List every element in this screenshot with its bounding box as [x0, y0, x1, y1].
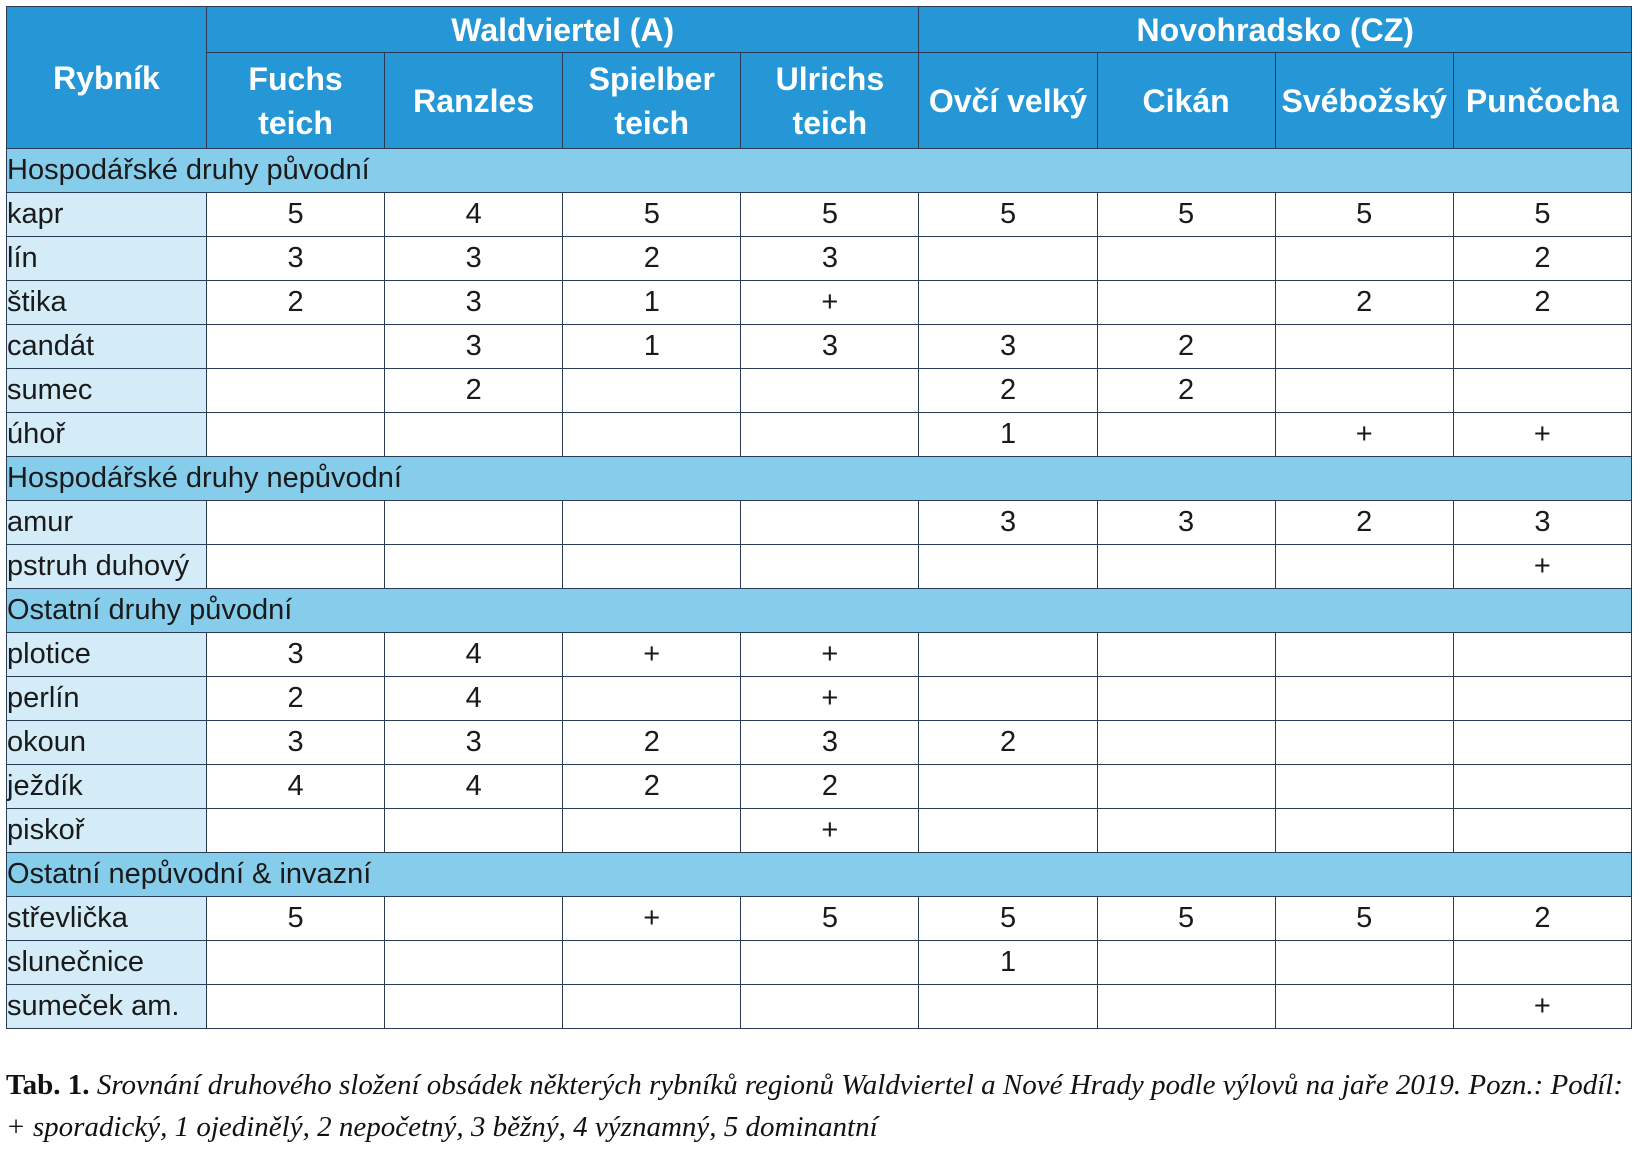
- species-table-container: [6, 6, 1632, 1029]
- abundance-cell: [385, 897, 563, 941]
- abundance-cell: +: [741, 809, 919, 853]
- header-group-row: [7, 7, 1632, 53]
- abundance-cell: 3: [1453, 501, 1631, 545]
- abundance-cell: +: [741, 633, 919, 677]
- abundance-cell: [1097, 545, 1275, 589]
- abundance-cell: 3: [385, 281, 563, 325]
- corner-header: Rybník: [7, 7, 207, 149]
- abundance-cell: 3: [385, 721, 563, 765]
- pond-column-header: [741, 53, 919, 149]
- table-row: [7, 501, 1632, 545]
- abundance-cell: 5: [741, 897, 919, 941]
- abundance-cell: [1097, 721, 1275, 765]
- section-row: [7, 853, 1632, 897]
- abundance-cell: [385, 941, 563, 985]
- section-title: Ostatní druhy původní: [7, 589, 1632, 633]
- abundance-cell: [1275, 809, 1453, 853]
- table-caption: [6, 1064, 1632, 1148]
- abundance-cell: 3: [206, 237, 384, 281]
- pond-name-line: teich: [614, 104, 690, 141]
- species-name: štika: [7, 281, 207, 325]
- pond-name-line: Ulrichs: [775, 60, 885, 97]
- abundance-cell: [1275, 941, 1453, 985]
- abundance-cell: 2: [1097, 369, 1275, 413]
- abundance-cell: 4: [385, 193, 563, 237]
- pond-name-line: teich: [258, 104, 333, 141]
- abundance-cell: [385, 501, 563, 545]
- pond-name-line: Fuchs: [248, 60, 343, 97]
- table-row: [7, 193, 1632, 237]
- abundance-cell: 2: [1275, 281, 1453, 325]
- abundance-cell: [741, 545, 919, 589]
- table-row: [7, 545, 1632, 589]
- abundance-cell: [563, 501, 741, 545]
- abundance-cell: [919, 237, 1097, 281]
- pond-name-line: Ovčí velký: [928, 82, 1088, 119]
- abundance-cell: [1097, 809, 1275, 853]
- abundance-cell: 2: [1097, 325, 1275, 369]
- abundance-cell: 4: [385, 765, 563, 809]
- abundance-cell: 5: [1275, 897, 1453, 941]
- species-name: plotice: [7, 633, 207, 677]
- abundance-cell: [919, 633, 1097, 677]
- abundance-cell: 4: [385, 677, 563, 721]
- abundance-cell: +: [1453, 985, 1631, 1029]
- abundance-cell: 3: [741, 237, 919, 281]
- abundance-cell: 2: [563, 721, 741, 765]
- abundance-cell: [563, 413, 741, 457]
- abundance-cell: [1275, 237, 1453, 281]
- abundance-cell: [206, 809, 384, 853]
- abundance-cell: 1: [919, 413, 1097, 457]
- abundance-cell: [1275, 765, 1453, 809]
- abundance-cell: [1275, 633, 1453, 677]
- abundance-cell: 2: [741, 765, 919, 809]
- abundance-cell: [1453, 809, 1631, 853]
- pond-column-header: [563, 53, 741, 149]
- table-row: [7, 721, 1632, 765]
- abundance-cell: [1275, 369, 1453, 413]
- table-row: [7, 369, 1632, 413]
- abundance-cell: [1275, 985, 1453, 1029]
- abundance-cell: [919, 765, 1097, 809]
- header-pond-row: [7, 53, 1632, 149]
- pond-column-header: [1453, 53, 1631, 149]
- abundance-cell: [1097, 765, 1275, 809]
- abundance-cell: 3: [741, 721, 919, 765]
- section-row: [7, 589, 1632, 633]
- abundance-cell: [919, 677, 1097, 721]
- abundance-cell: 2: [563, 765, 741, 809]
- pond-name-line: Punčocha: [1465, 82, 1619, 119]
- abundance-cell: +: [563, 897, 741, 941]
- region-group-header: Novohradsko (CZ): [919, 7, 1632, 53]
- abundance-cell: [563, 677, 741, 721]
- abundance-cell: [919, 281, 1097, 325]
- abundance-cell: 2: [1453, 897, 1631, 941]
- abundance-cell: [1097, 413, 1275, 457]
- table-row: [7, 237, 1632, 281]
- abundance-cell: [1097, 677, 1275, 721]
- abundance-cell: [563, 545, 741, 589]
- abundance-cell: 4: [206, 765, 384, 809]
- abundance-cell: 5: [1097, 897, 1275, 941]
- pond-column-header: [206, 53, 384, 149]
- abundance-cell: +: [741, 677, 919, 721]
- abundance-cell: 5: [1097, 193, 1275, 237]
- abundance-cell: [206, 941, 384, 985]
- abundance-cell: [1275, 721, 1453, 765]
- table-row: [7, 325, 1632, 369]
- abundance-cell: 3: [919, 325, 1097, 369]
- table-row: [7, 765, 1632, 809]
- table-row: [7, 941, 1632, 985]
- abundance-cell: 5: [1453, 193, 1631, 237]
- pond-column-header: [1275, 53, 1453, 149]
- abundance-cell: 5: [919, 897, 1097, 941]
- table-row: [7, 809, 1632, 853]
- abundance-cell: [206, 545, 384, 589]
- abundance-cell: [1453, 765, 1631, 809]
- abundance-cell: 2: [206, 281, 384, 325]
- table-row: [7, 281, 1632, 325]
- abundance-cell: 2: [206, 677, 384, 721]
- species-name: střevlička: [7, 897, 207, 941]
- abundance-cell: [919, 809, 1097, 853]
- abundance-cell: 2: [919, 721, 1097, 765]
- abundance-cell: 2: [919, 369, 1097, 413]
- table-row: [7, 985, 1632, 1029]
- abundance-cell: [1275, 545, 1453, 589]
- pond-name-line: Cikán: [1142, 82, 1230, 119]
- abundance-cell: 5: [1275, 193, 1453, 237]
- species-name: ježdík: [7, 765, 207, 809]
- abundance-cell: [1097, 237, 1275, 281]
- table-header: [7, 7, 1632, 149]
- abundance-cell: [563, 941, 741, 985]
- abundance-cell: 3: [206, 633, 384, 677]
- abundance-cell: [206, 325, 384, 369]
- pond-name-line: Svébožský: [1281, 82, 1447, 119]
- abundance-cell: [1453, 941, 1631, 985]
- species-name: piskoř: [7, 809, 207, 853]
- species-name: kapr: [7, 193, 207, 237]
- abundance-cell: [1275, 325, 1453, 369]
- abundance-cell: [1453, 721, 1631, 765]
- pond-column-header: [919, 53, 1097, 149]
- abundance-cell: 5: [563, 193, 741, 237]
- fish-species-table: [6, 6, 1632, 1029]
- table-row: [7, 677, 1632, 721]
- section-title: Ostatní nepůvodní & invazní: [7, 853, 1632, 897]
- abundance-cell: 2: [1453, 281, 1631, 325]
- abundance-cell: +: [1275, 413, 1453, 457]
- table-row: [7, 413, 1632, 457]
- species-name: sumeček am.: [7, 985, 207, 1029]
- abundance-cell: [1453, 325, 1631, 369]
- abundance-cell: [206, 369, 384, 413]
- table-row: [7, 633, 1632, 677]
- section-title: Hospodářské druhy původní: [7, 149, 1632, 193]
- abundance-cell: [385, 545, 563, 589]
- species-name: sumec: [7, 369, 207, 413]
- section-row: [7, 457, 1632, 501]
- abundance-cell: [563, 809, 741, 853]
- abundance-cell: 5: [206, 897, 384, 941]
- abundance-cell: [1097, 985, 1275, 1029]
- pond-column-header: [1097, 53, 1275, 149]
- abundance-cell: [563, 985, 741, 1029]
- abundance-cell: 3: [919, 501, 1097, 545]
- abundance-cell: 3: [385, 237, 563, 281]
- abundance-cell: +: [741, 281, 919, 325]
- abundance-cell: 2: [1275, 501, 1453, 545]
- abundance-cell: 3: [741, 325, 919, 369]
- abundance-cell: 1: [919, 941, 1097, 985]
- abundance-cell: [919, 985, 1097, 1029]
- species-name: candát: [7, 325, 207, 369]
- pond-column-header: [385, 53, 563, 149]
- abundance-cell: 5: [741, 193, 919, 237]
- species-name: amur: [7, 501, 207, 545]
- abundance-cell: 4: [385, 633, 563, 677]
- abundance-cell: 5: [206, 193, 384, 237]
- abundance-cell: [1097, 941, 1275, 985]
- abundance-cell: 1: [563, 281, 741, 325]
- abundance-cell: [385, 809, 563, 853]
- abundance-cell: 3: [385, 325, 563, 369]
- abundance-cell: [741, 413, 919, 457]
- abundance-cell: [741, 369, 919, 413]
- abundance-cell: 5: [919, 193, 1097, 237]
- abundance-cell: 2: [563, 237, 741, 281]
- section-row: [7, 149, 1632, 193]
- abundance-cell: +: [1453, 545, 1631, 589]
- region-group-header: Waldviertel (A): [206, 7, 918, 53]
- species-name: pstruh duhový: [7, 545, 207, 589]
- abundance-cell: [1097, 281, 1275, 325]
- abundance-cell: [1453, 633, 1631, 677]
- species-name: perlín: [7, 677, 207, 721]
- abundance-cell: 1: [563, 325, 741, 369]
- abundance-cell: 3: [1097, 501, 1275, 545]
- abundance-cell: [1275, 677, 1453, 721]
- abundance-cell: 2: [385, 369, 563, 413]
- abundance-cell: 3: [206, 721, 384, 765]
- abundance-cell: [1097, 633, 1275, 677]
- caption-label: Tab. 1.: [6, 1069, 90, 1101]
- species-name: úhoř: [7, 413, 207, 457]
- table-body: [7, 149, 1632, 1029]
- species-name: slunečnice: [7, 941, 207, 985]
- abundance-cell: [206, 413, 384, 457]
- abundance-cell: +: [563, 633, 741, 677]
- abundance-cell: [206, 985, 384, 1029]
- abundance-cell: [741, 941, 919, 985]
- table-row: [7, 897, 1632, 941]
- abundance-cell: [919, 545, 1097, 589]
- caption-text: Srovnání druhového složení obsádek některých rybníků regionů Waldviertel a Nové Hrady podle výlovů na jaře 2019. Pozn.: Podíl: + sporadický, 1 ojedinělý, 2 nepočetný, 3 běžný, 4 významný, 5 dominantní: [6, 1069, 1624, 1143]
- pond-name-line: Ranzles: [413, 82, 535, 119]
- abundance-cell: 2: [1453, 237, 1631, 281]
- abundance-cell: [563, 369, 741, 413]
- section-title: Hospodářské druhy nepůvodní: [7, 457, 1632, 501]
- abundance-cell: [741, 501, 919, 545]
- abundance-cell: [385, 413, 563, 457]
- abundance-cell: [741, 985, 919, 1029]
- species-name: okoun: [7, 721, 207, 765]
- abundance-cell: [206, 501, 384, 545]
- species-name: lín: [7, 237, 207, 281]
- pond-name-line: teich: [792, 104, 868, 141]
- pond-name-line: Spielber: [588, 60, 715, 97]
- abundance-cell: +: [1453, 413, 1631, 457]
- abundance-cell: [385, 985, 563, 1029]
- abundance-cell: [1453, 677, 1631, 721]
- abundance-cell: [1453, 369, 1631, 413]
